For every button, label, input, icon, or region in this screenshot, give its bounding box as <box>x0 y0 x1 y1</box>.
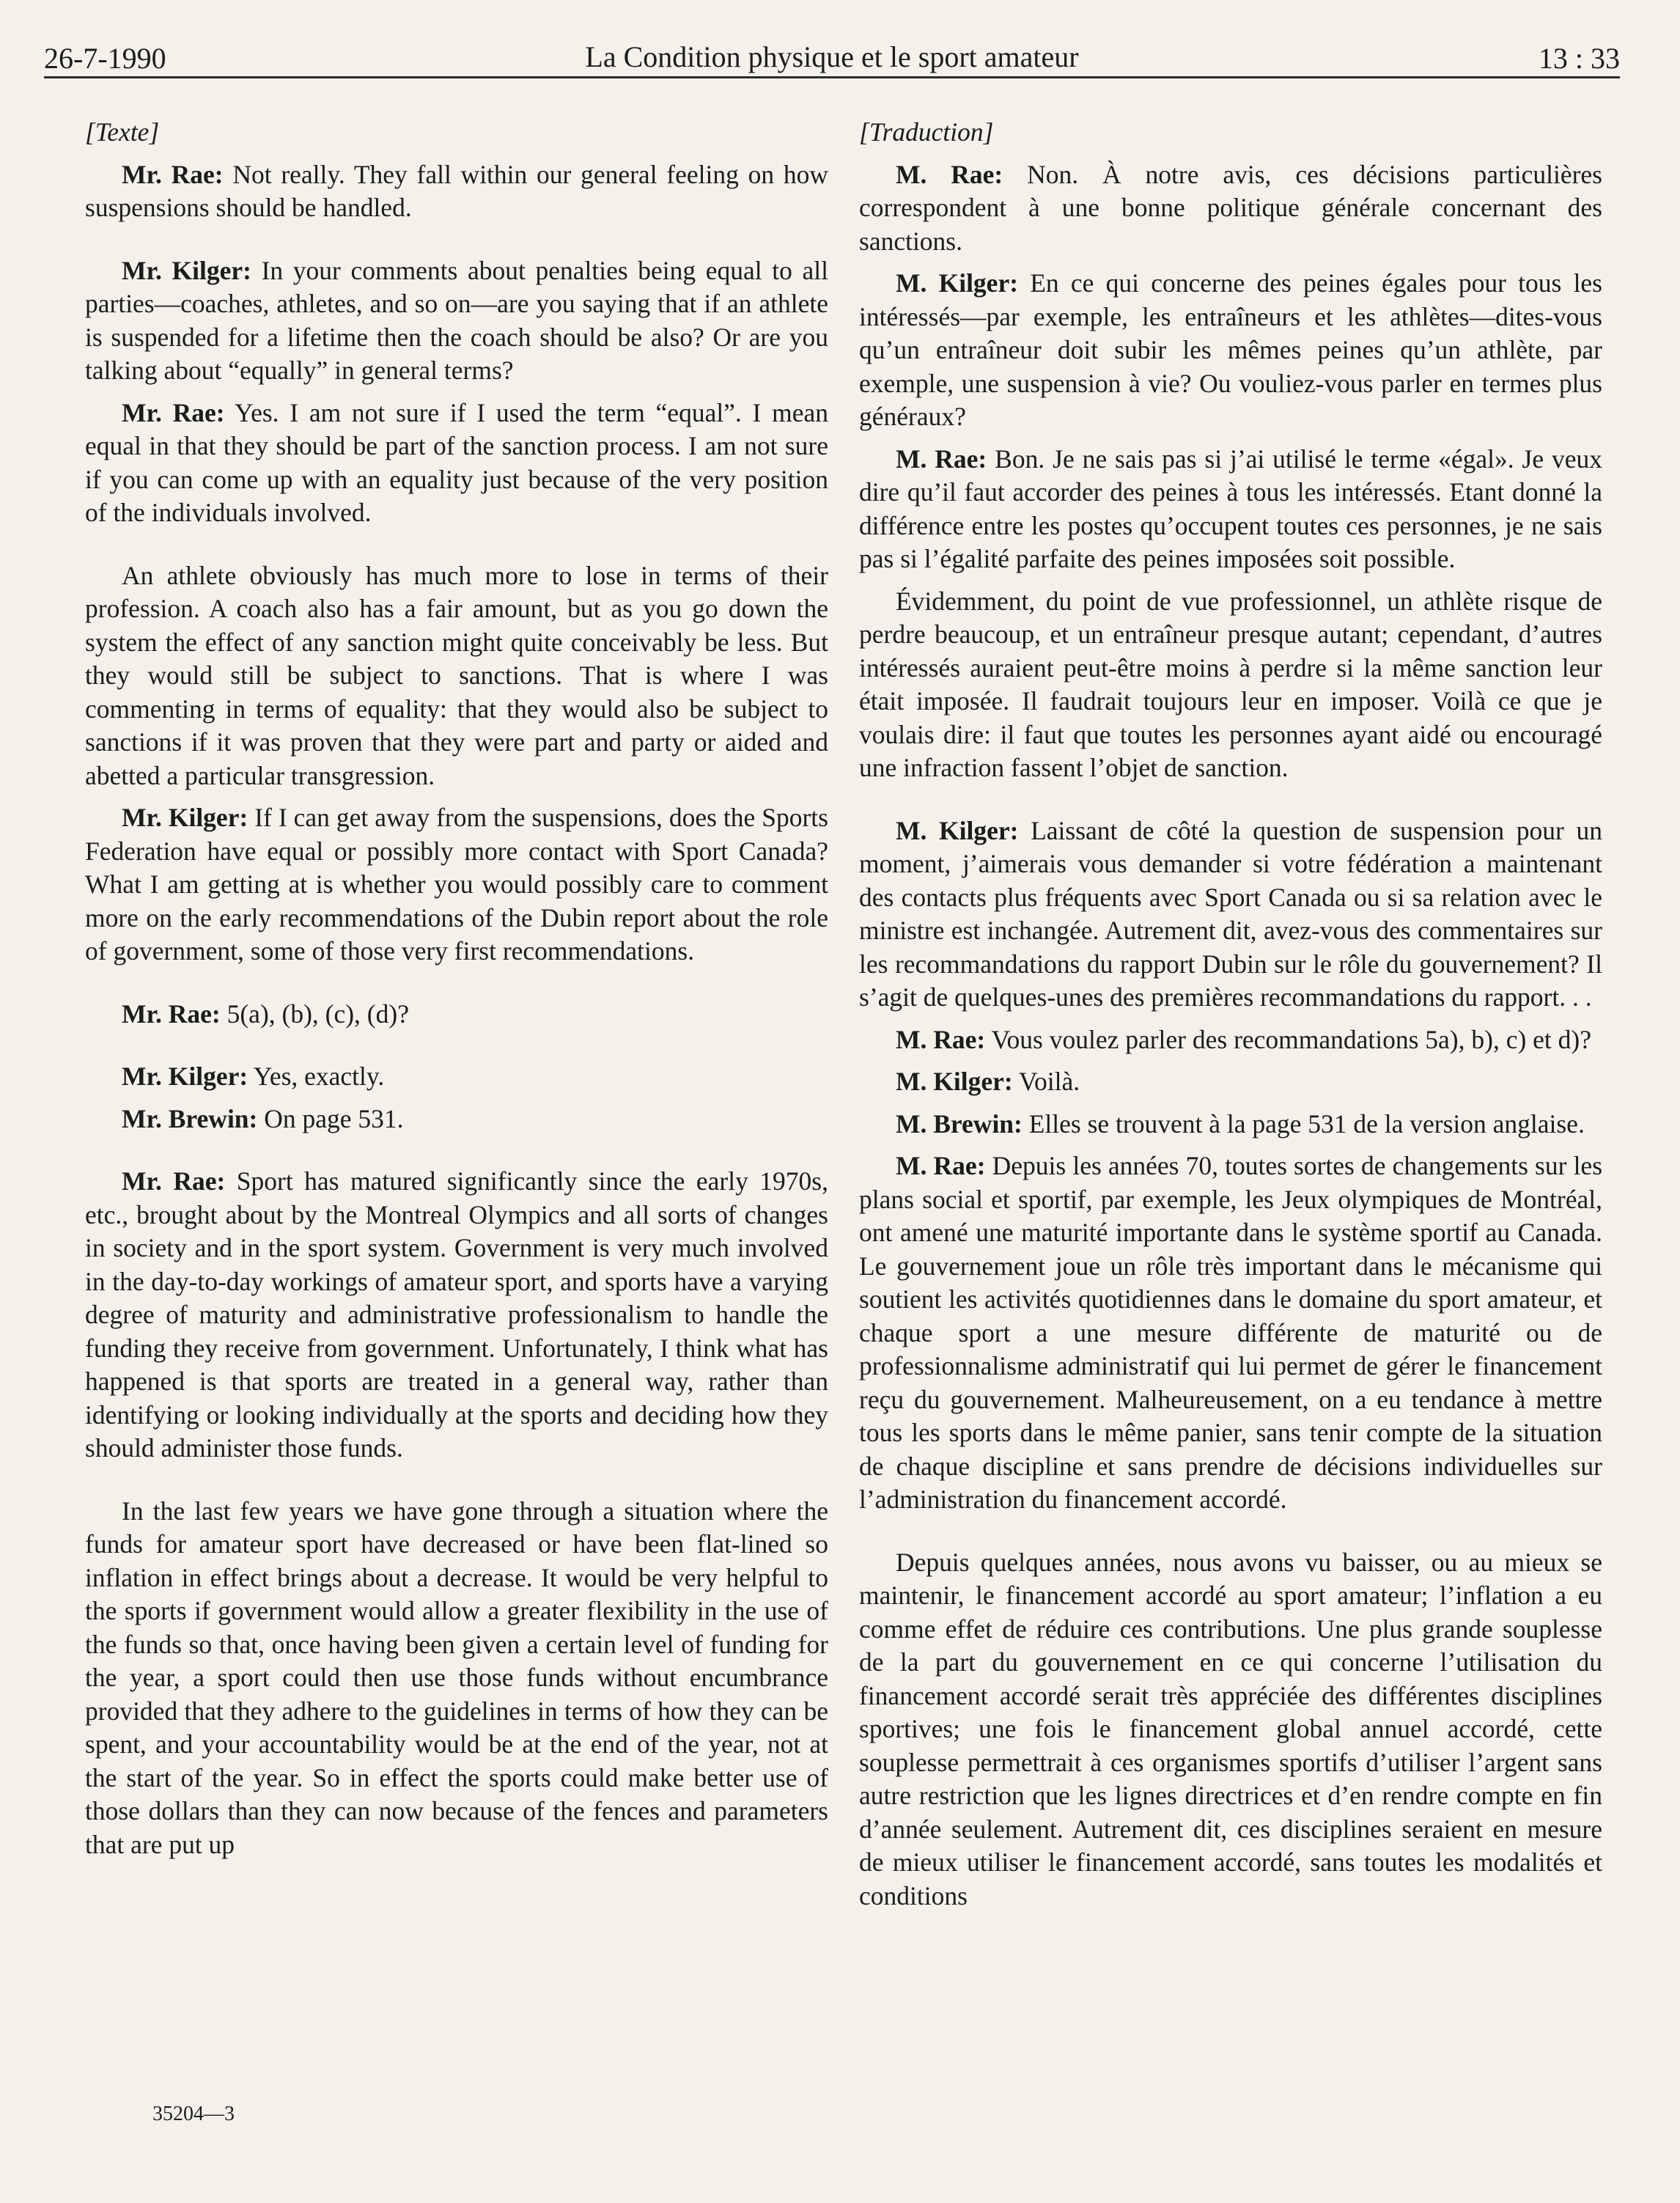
speaker-label: Mr. Kilger: <box>122 255 251 285</box>
paragraph-text: Not really. They fall within our general feeling on how suspensions should be handled. <box>85 159 828 222</box>
paragraph-text: Bon. Je ne sais pas si j’ai utilisé le terme «égal». Je veux dire qu’il faut accorder des peines à tous les intéressés. Etant donné la différence entre les postes qu’occupent toutes ces personnes, je ne sais pas si l’égalité parfaite des peines imposées soit possible. <box>859 444 1602 573</box>
paragraph-text: Laissant de côté la question de suspension pour un moment, j’aimerais vous demander si votre fédération a maintenant des contacts plus fréquents avec Sport Canada ou si sa relation avec le ministre est inchangée. Autrement dit, avez-vous des commentaires sur les recommandations du rapport Dubin sur le rôle du gouvernement? Il s’agit de quelques-unes des premières recommandations du rapport. . . <box>859 815 1603 1012</box>
paragraph-text: En ce qui concerne des peines égales pour tous les intéressés—par exemple, les entraîneurs et les athlètes—dites-vous qu’un entraîneur doit subir les mêmes peines qu’un athlète, par exemple, une suspension à vie? Ou vouliez-vous parler en termes plus généraux? <box>859 268 1602 431</box>
paragraph <box>85 1495 828 1862</box>
footer-code: 35204—3 <box>152 2103 235 2125</box>
paragraph <box>859 814 1602 1015</box>
header-page-number: 13 : 33 <box>1538 42 1620 75</box>
header-title: La Condition physique et le sport amateur <box>585 40 1079 73</box>
paragraph <box>85 254 828 388</box>
page-header <box>44 35 1620 78</box>
paragraph <box>859 585 1602 785</box>
paragraph-text: If I can get away from the suspensions, does the Sports Federation have equal or possibly more contact with Sport Canada? What I am getting at is whether you would possibly care to comment more on the early recommendations of the Dubin report about the role of government, some of those very first recommendations. <box>85 803 828 966</box>
paragraph <box>859 1108 1602 1141</box>
paragraph <box>85 397 828 530</box>
speaker-label: Mr. Kilger: <box>122 803 248 832</box>
column-heading-traduction: [Traduction] <box>859 117 994 147</box>
paragraph <box>85 1103 828 1136</box>
paragraph-text: Non. À notre avis, ces décisions particulières correspondent à une bonne politique générale concernant des sanctions. <box>859 159 1602 256</box>
speaker-label: M. Rae: <box>896 1024 986 1054</box>
paragraph-text: On page 531. <box>264 1103 404 1133</box>
speaker-label: M. Kilger: <box>896 268 1019 298</box>
speaker-label: M. Rae: <box>896 1151 986 1180</box>
paragraph-text: In the last few years we have gone through a situation where the funds for amateur sport have decreased or have been flat-lined so inflation in effect brings about a decrease. It would be very helpful to the sports if government would allow a greater flexibility in the use of the funds so that, once having been given a certain level of funding for the year, a sport could then use those funds without encumbrance provided that they adhere to the guidelines in terms of how they can be spent, and your accountability would be at the end of the year, not at the start of the year. So in effect the sports could make better use of those dollars than they can now because of the fences and parameters that are put up <box>85 1496 828 1859</box>
paragraph <box>85 801 828 968</box>
paragraph <box>85 1165 828 1465</box>
header-date: 26-7-1990 <box>44 42 166 75</box>
paragraph <box>859 158 1602 259</box>
speaker-label: M. Rae: <box>896 444 987 474</box>
paragraph <box>85 559 828 793</box>
paragraph-text: 5(a), (b), (c), (d)? <box>226 998 409 1029</box>
paragraph-text: Depuis quelques années, nous avons vu baisser, ou au mieux se maintenir, le financement accordé au sport amateur; l’inflation a eu comme effet de réduire ces contributions. Une plus grande souplesse de la part du gouvernement en ce qui concerne l’utilisation du financement accordé serait très appréciée des différentes disciplines sportives; une fois le financement global annuel accordé, cette souplesse permettrait à ces organismes sportifs d’utiliser l’argent sans autre restriction que les lignes directrices et d’en rendre compte en fin d’année seulement. Autrement dit, ces disciplines seraient en mesure de mieux utiliser le financement accordé, sans toutes les modalités et conditions <box>859 1547 1602 1910</box>
speaker-label: M. Kilger: <box>896 1067 1013 1096</box>
paragraph-text: Voilà. <box>1018 1067 1080 1096</box>
speaker-label: Mr. Kilger: <box>122 1062 248 1091</box>
paragraph-text: In your comments about penalties being equal to all parties—coaches, athletes, and so on—are you saying that if an athlete is suspended for a lifetime then the coach should be also? Or are you talking about “equally” in general terms? <box>85 255 828 385</box>
paragraph <box>85 158 828 225</box>
paragraph <box>859 443 1602 576</box>
speaker-label: M. Rae: <box>896 159 1003 189</box>
paragraph-text: An athlete obviously has much more to lose in terms of their profession. A coach also has a fair amount, but as you go down the system the effect of any sanction might quite conceivably be less. But they would still be subject to sanctions. That is where I was commenting in terms of equality: that they would also be subject to sanctions if it was proven that they were part and party or aided and abetted a particular transgression. <box>85 560 828 790</box>
column-heading-texte: [Texte] <box>85 117 160 147</box>
speaker-label: M. Brewin: <box>896 1108 1023 1139</box>
paragraph-text: Yes, exactly. <box>253 1062 385 1091</box>
paragraph <box>859 1546 1602 1913</box>
speaker-label: M. Kilger: <box>896 815 1019 845</box>
paragraph <box>85 998 828 1031</box>
speaker-label: Mr. Rae: <box>122 1166 226 1196</box>
paragraph <box>85 1060 828 1094</box>
paragraph <box>859 1023 1602 1057</box>
speaker-label: Mr. Rae: <box>122 397 225 427</box>
paragraph-text: Évidemment, du point de vue professionnel, un athlète risque de perdre beaucoup, et un entraîneur presque autant; cependant, d’autres intéressés auraient peut-être moins à perdre si la même sanction leur était imposée. Il faudrait toujours leur en imposer. Voilà ce que je voulais dire: il faut que toutes les personnes ayant aidé ou encouragé une infraction fassent l’objet de sanction. <box>859 586 1602 782</box>
paragraph <box>859 267 1602 434</box>
paragraph <box>859 1065 1602 1099</box>
speaker-label: Mr. Brewin: <box>122 1103 258 1133</box>
french-column <box>859 116 1602 1921</box>
english-column <box>85 116 828 1870</box>
paragraph-text: Vous voulez parler des recommandations 5a), b), c) et d)? <box>991 1024 1591 1054</box>
speaker-label: Mr. Rae: <box>122 998 221 1029</box>
paragraph-text: Depuis les années 70, toutes sortes de changements sur les plans social et sportif, par exemple, les Jeux olympiques de Montréal, ont amené une maturité importante dans le système sportif au Canada. Le gouvernement joue un rôle très important dans le mécanisme qui soutient les activités quotidiennes dans le domaine du sport amateur, et chaque sport a une mesure différente de maturité ou de professionnalisme administratif qui lui permet de gérer le financement reçu du gouvernement. Malheureusement, on a eu tendance à mettre tous les sports dans le même panier, sans tenir compte de la situation de chaque discipline et sans prendre de décisions individuelles sur l’administration du financement accordé. <box>859 1151 1603 1514</box>
speaker-label: Mr. Rae: <box>122 159 224 189</box>
paragraph-text: Elles se trouvent à la page 531 de la version anglaise. <box>1028 1108 1585 1139</box>
paragraph-text: Yes. I am not sure if I used the term “equal”. I mean equal in that they should be part of the sanction process. I am not sure if you can come up with an equality just because of the very position of the individuals involved. <box>85 397 828 527</box>
paragraph <box>859 1150 1602 1517</box>
paragraph-text: Sport has matured significantly since the early 1970s, etc., brought about by the Montreal Olympics and all sorts of changes in society and in the sport system. Government is very much involved in the day-to-day workings of amateur sport, and sports have a varying degree of maturity and administrative professionalism to handle the funding they receive from government. Unfortunately, I think what has happened is that sports are treated in a general way, rather than identifying or looking individually at the sports and deciding how they should administer those funds. <box>85 1166 828 1463</box>
